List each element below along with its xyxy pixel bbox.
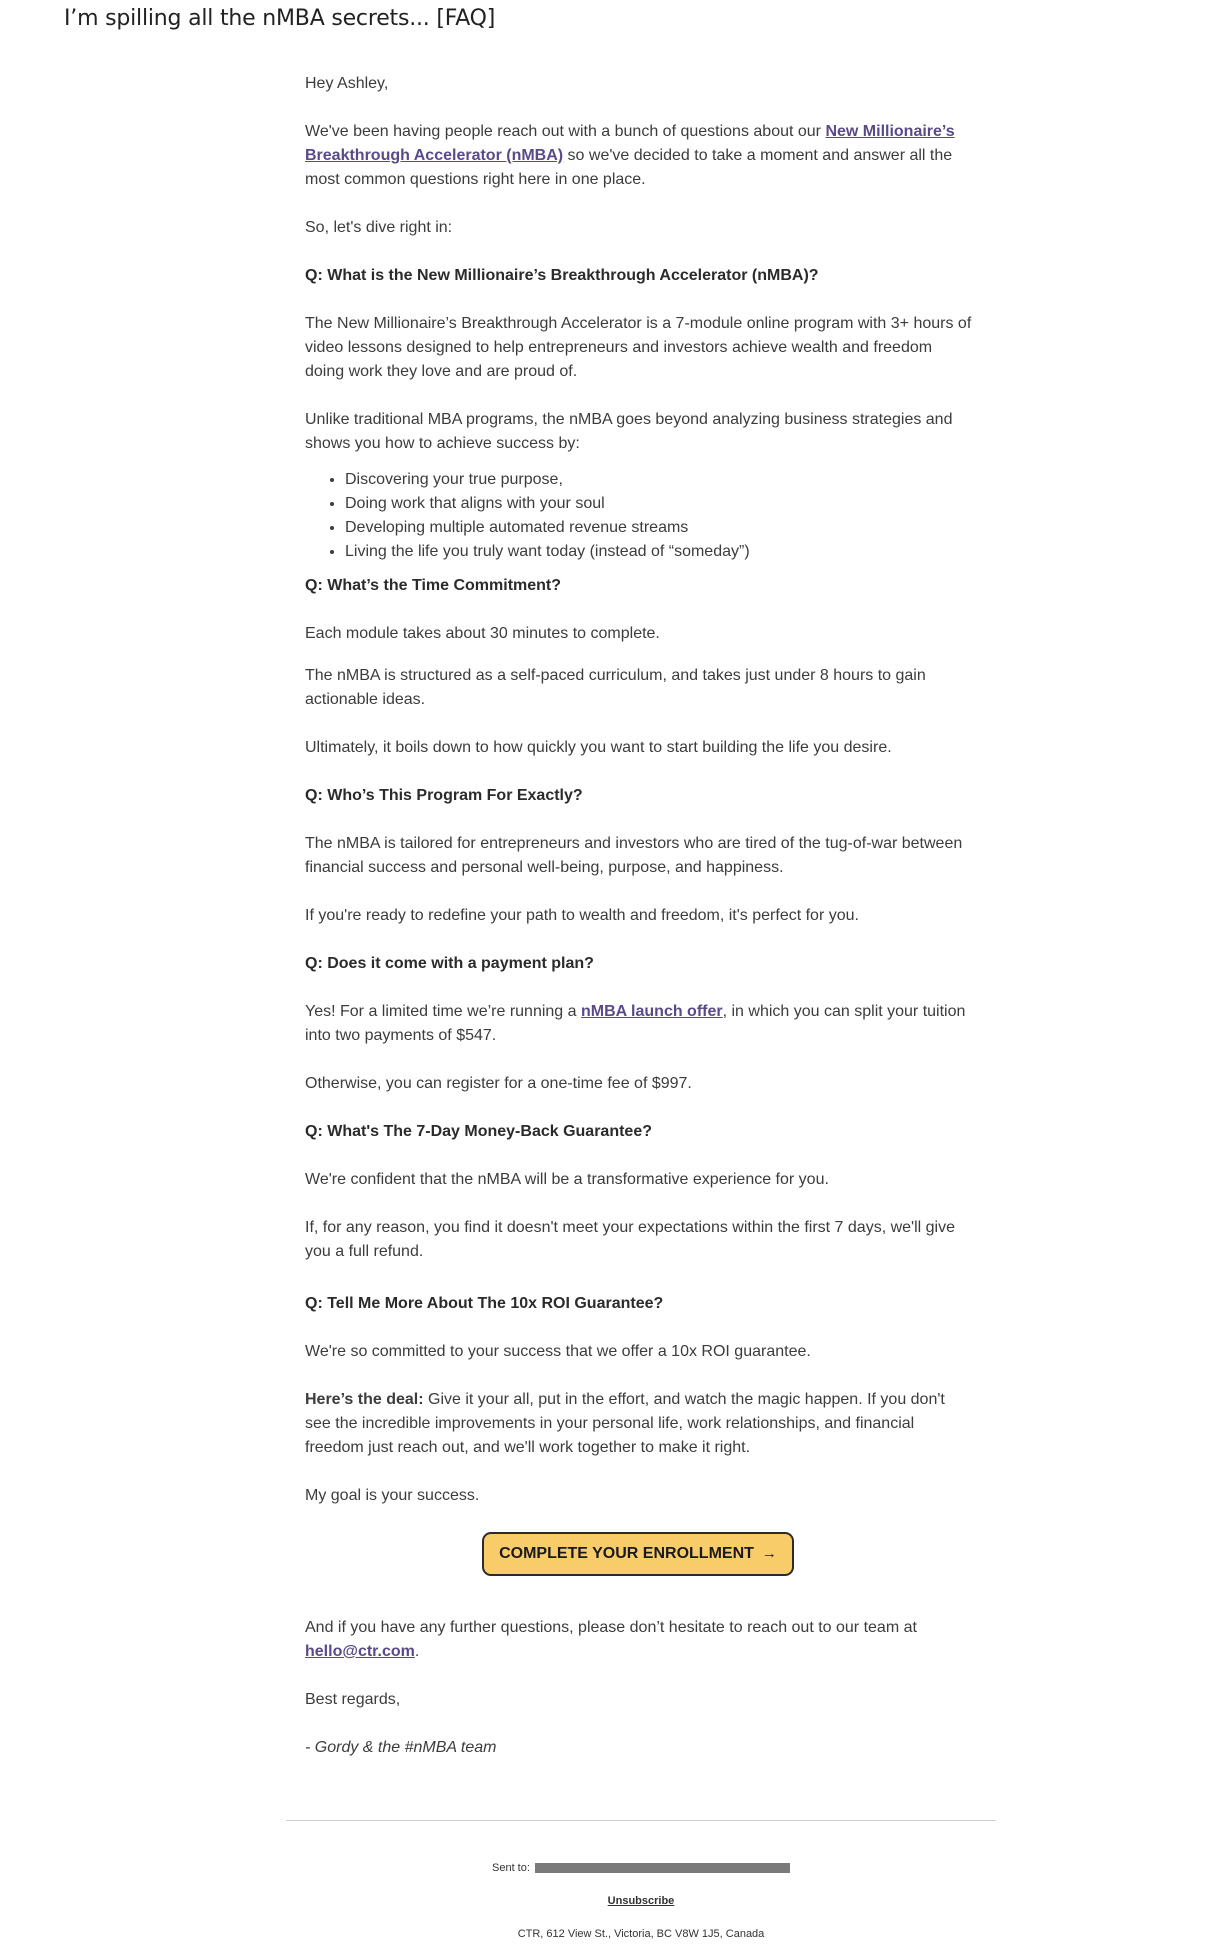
dive-in-text: So, let's dive right in: [305, 219, 453, 236]
payment-text-start: Yes! For a limited time we’re running a [305, 1003, 581, 1020]
nmba-program-link[interactable]: New Millionaire’s Breakthrough Accelerator (nMBA) [305, 123, 955, 164]
intro-paragraph [305, 120, 975, 192]
cta-label: COMPLETE YOUR ENROLLMENT [499, 1545, 754, 1562]
faq-answer-paragraph: Ultimately, it boils down to how quickly you want to start building the life you desire. [305, 739, 892, 756]
greeting: Hey Ashley, [305, 75, 389, 92]
list-item: • Developing multiple automated revenue streams [345, 516, 975, 540]
faq-question-what-is-nmba: Q: What is the New Millionaire’s Breakthrough Accelerator (nMBA)? [305, 267, 819, 284]
benefits-list [305, 468, 975, 564]
faq-answer-paragraph [305, 1000, 975, 1048]
list-item: • Doing work that aligns with your soul [345, 492, 975, 516]
company-address: CTR, 612 View St., Victoria, BC V8W 1J5, Canada [517, 1928, 765, 1940]
closing-paragraph [305, 1616, 975, 1664]
faq-answer-paragraph: The New Millionaire’s Breakthrough Accelerator is a 7-module online program with 3+ hours of video lessons designed to help entrepreneurs and investors achieve wealth and freedom doing work they love and are proud of. [305, 315, 972, 380]
complete-enrollment-button[interactable] [482, 1532, 794, 1576]
sent-to-line [286, 1862, 996, 1874]
faq-answer-paragraph: If, for any reason, you find it doesn't meet your expectations within the first 7 days, we'll give you a full refund. [305, 1219, 955, 1260]
faq-answer-paragraph: The nMBA is tailored for entrepreneurs and investors who are tired of the tug-of-war between financial success and personal well-being, purpose, and happiness. [305, 835, 963, 876]
list-item: • Living the life you truly want today (instead of “someday”) [345, 540, 975, 564]
faq-answer-paragraph: We're so committed to your success that we offer a 10x ROI guarantee. [305, 1343, 811, 1360]
faq-question-money-back: Q: What's The 7-Day Money-Back Guarantee? [305, 1123, 652, 1140]
deal-label: Here’s the deal: [305, 1391, 424, 1408]
faq-answer-paragraph: Otherwise, you can register for a one-time fee of $997. [305, 1075, 692, 1092]
email-subject: I’m spilling all the nMBA secrets... [FAQ] [64, 6, 496, 31]
cta-container [305, 1532, 975, 1576]
faq-answer-paragraph: We're confident that the nMBA will be a transformative experience for you. [305, 1171, 829, 1188]
arrow-right-icon: → [761, 1545, 777, 1562]
closing-text: And if you have any further questions, please don’t hesitate to reach out to our team at [305, 1619, 917, 1636]
closing-period: . [414, 1643, 420, 1660]
unsubscribe-link[interactable]: Unsubscribe [607, 1895, 675, 1907]
contact-email-link[interactable]: hello@ctr.com [305, 1643, 415, 1660]
payment-text-end: , in which you can split your tuition into two payments of $547. [305, 1003, 966, 1044]
faq-question-who-for: Q: Who’s This Program For Exactly? [305, 787, 583, 804]
intro-text-start: We've been having people reach out with a bunch of questions about our [305, 123, 826, 140]
deal-text: Give it your all, put in the effort, and watch the magic happen. If you don't see the incredible improvements in your personal life, work relationships, and financial freedom just reach out, and we'll work together to make it right. [305, 1391, 945, 1456]
faq-question-roi-guarantee: Q: Tell Me More About The 10x ROI Guarantee? [305, 1295, 664, 1312]
list-item: • Discovering your true purpose, [345, 468, 975, 492]
footer-divider [286, 1820, 996, 1821]
launch-offer-link[interactable]: nMBA launch offer [580, 1003, 723, 1020]
faq-answer-paragraph: Unlike traditional MBA programs, the nMBA goes beyond analyzing business strategies and shows you how to achieve success by: [305, 411, 953, 452]
faq-answer-paragraph: The nMBA is structured as a self-paced curriculum, and takes just under 8 hours to gain actionable ideas. [305, 667, 926, 708]
sent-to-label: Sent to: [492, 1862, 530, 1874]
faq-answer-paragraph: Each module takes about 30 minutes to complete. [305, 625, 660, 642]
faq-question-time-commitment: Q: What’s the Time Commitment? [305, 577, 562, 594]
email-body [305, 72, 975, 1784]
regards: Best regards, [305, 1691, 401, 1708]
signature: - Gordy & the #nMBA team [305, 1739, 497, 1756]
redacted-email [535, 1863, 790, 1873]
faq-question-payment-plan: Q: Does it come with a payment plan? [305, 955, 594, 972]
faq-answer-paragraph [305, 1388, 975, 1460]
faq-answer-paragraph: My goal is your success. [305, 1487, 480, 1504]
intro-text-end: so we've decided to take a moment and answer all the most common questions right here in one place. [305, 147, 953, 188]
faq-answer-paragraph: If you're ready to redefine your path to wealth and freedom, it's perfect for you. [305, 907, 859, 924]
